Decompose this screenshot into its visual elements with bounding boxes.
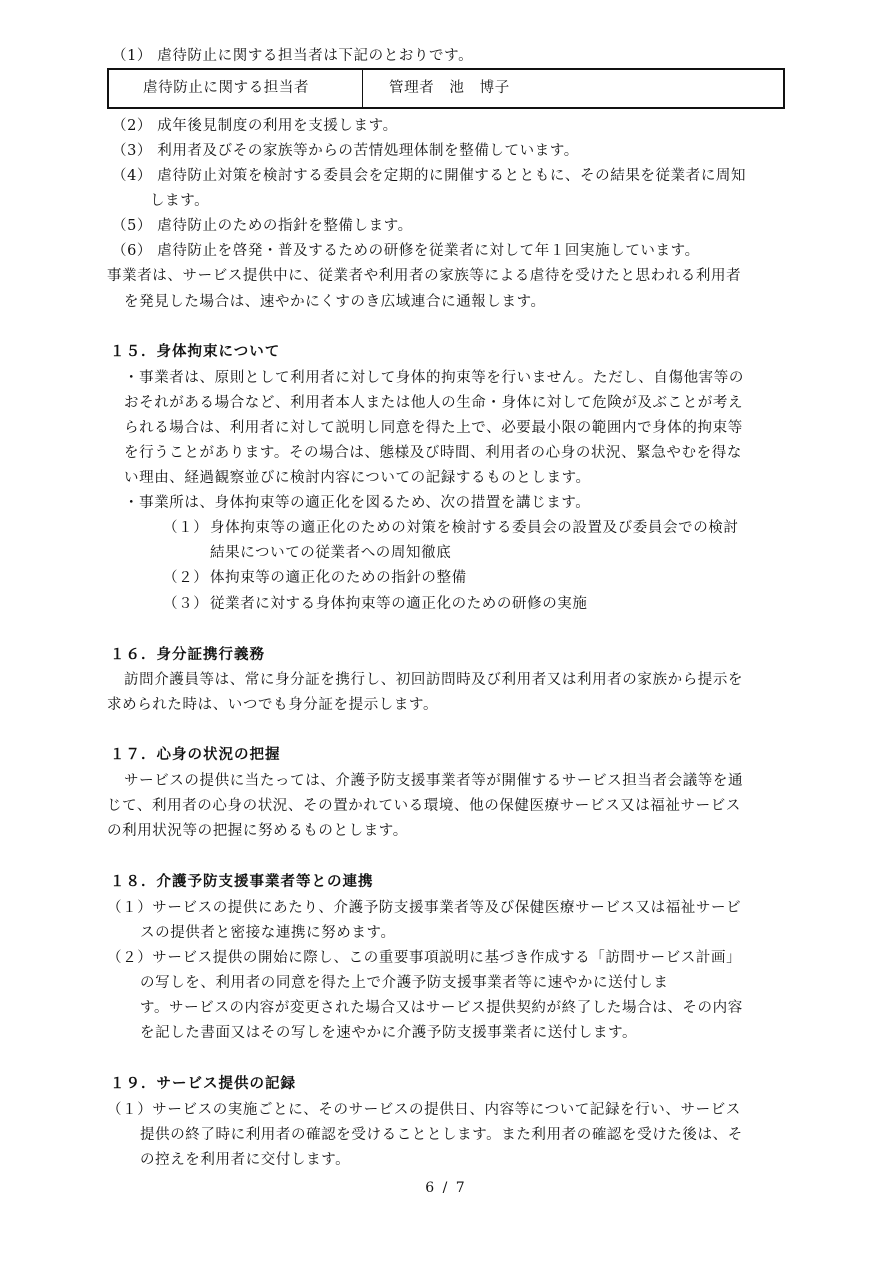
s15-measure-1-number: （１） — [163, 520, 209, 536]
abuse-item-4-line-1: （4） 虐待防止対策を検討する委員会を定期的に開催するとともに、その結果を従業者に周知 — [112, 168, 747, 184]
s17-line-3: の利用状況等の把握に努めるものとします。 — [107, 823, 408, 839]
abuse-note-line-2: を発見した場合は、速やかにくすのき広域連合に通報します。 — [124, 294, 546, 310]
s15-measure-1-line-2: 結果についての従業者への周知徹底 — [210, 545, 452, 561]
abuse-officer-label: 虐待防止に関する担当者 — [143, 80, 310, 96]
s18-item-2-line-2: の写しを、利用者の同意を得た上で介護予防支援事業者等に速やかに送付しま — [140, 975, 669, 991]
s19-item-1-line-3: の控えを利用者に交付します。 — [140, 1152, 351, 1168]
abuse-item-3: （3） 利用者及びその家族等からの苦情処理体制を整備しています。 — [112, 143, 579, 159]
s17-line-2: じて、利用者の心身の状況、その置かれている環境、他の保健医療サービス又は福祉サービス — [107, 798, 741, 814]
s16-line-1: 訪問介護員等は、常に身分証を携行し、初回訪問時及び利用者又は利用者の家族から提示を — [124, 672, 744, 688]
s16-line-2: 求められた時は、いつでも身分証を提示します。 — [107, 697, 439, 713]
s15-paragraph-1-line-1: ・事業者は、原則として利用者に対して身体的拘束等を行いません。ただし、自傷他害等の — [124, 370, 744, 386]
abuse-item-5: （5） 虐待防止のための指針を整備します。 — [112, 218, 413, 234]
s19-item-1-line-2: 提供の終了時に利用者の確認を受けることとします。また利用者の確認を受けた後は、そ — [140, 1127, 743, 1143]
abuse-item-2: （2） 成年後見制度の利用を支援します。 — [112, 118, 398, 134]
abuse-officer-label-cell — [109, 70, 363, 107]
s15-measure-1-line-1: 身体拘束等の適正化のための対策を検討する委員会の設置及び委員会での検討 — [210, 520, 739, 536]
page-number: 6 / 7 — [425, 1180, 467, 1196]
section-19-heading: １９．サービス提供の記録 — [110, 1076, 296, 1092]
section-18-heading: １８．介護予防支援事業者等との連携 — [110, 874, 374, 890]
s17-line-1: サービスの提供に当たっては、介護予防支援事業者等が開催するサービス担当者会議等を通 — [124, 773, 744, 789]
s15-paragraph-1-line-3: られる場合は、利用者に対して説明し同意を得た上で、必要最小限の範囲内で身体的拘束等 — [124, 420, 743, 436]
section-16-heading: １６．身分証携行義務 — [110, 647, 265, 663]
abuse-item-6: （6） 虐待防止を啓発・普及するための研修を従業者に対して年１回実施しています。 — [112, 243, 700, 259]
abuse-note-line-1: 事業者は、サービス提供中に、従業者や利用者の家族等による虐待を受けたと思われる利用者 — [107, 268, 742, 284]
s15-measure-3: 従業者に対する身体拘束等の適正化のための研修の実施 — [210, 596, 588, 612]
s18-item-2-line-4: を記した書面又はその写しを速やかに介護予防支援事業者に送付します。 — [140, 1025, 638, 1041]
s15-measure-3-number: （３） — [163, 596, 209, 612]
abuse-item-4-line-2: します。 — [150, 193, 210, 209]
abuse-officer-name: 管理者 池 博子 — [389, 80, 510, 96]
s18-item-2-line-3: す。サービスの内容が変更された場合又はサービス提供契約が終了した場合は、その内容 — [140, 1000, 743, 1016]
s18-item-1-line-1: （１）サービスの提供にあたり、介護予防支援事業者等及び保健医療サービス又は福祉サービ — [107, 900, 742, 916]
s19-item-1-line-1: （１）サービスの実施ごとに、そのサービスの提供日、内容等について記録を行い、サービス — [107, 1102, 741, 1118]
section-15-heading: １５．身体拘束について — [110, 344, 281, 360]
section-17-heading: １７．心身の状況の把握 — [110, 747, 281, 763]
abuse-officer-table — [107, 68, 785, 109]
s15-paragraph-1-line-5: い理由、経過観察並びに検討内容についての記録するものとします。 — [124, 470, 591, 486]
s15-paragraph-1-line-4: を行うことがあります。その場合は、態様及び時間、利用者の心身の状況、緊急やむを得な — [124, 445, 742, 461]
s15-paragraph-1-line-2: おそれがある場合など、利用者本人または他人の生命・身体に対して危険が及ぶことが考え — [124, 395, 744, 411]
s15-paragraph-2: ・事業所は、身体拘束等の適正化を図るため、次の措置を講じます。 — [124, 495, 591, 511]
s15-measure-2-number: （２） — [163, 570, 209, 586]
s18-item-2-line-1: （２）サービス提供の開始に際し、この重要事項説明に基づき作成する「訪問サービス計画」 — [107, 950, 742, 966]
s15-measure-2: 体拘束等の適正化のための指針の整備 — [210, 570, 467, 586]
s18-item-1-line-2: スの提供者と密接な連携に努めます。 — [140, 925, 396, 941]
abuse-item-1: （1） 虐待防止に関する担当者は下記のとおりです。 — [112, 48, 474, 64]
